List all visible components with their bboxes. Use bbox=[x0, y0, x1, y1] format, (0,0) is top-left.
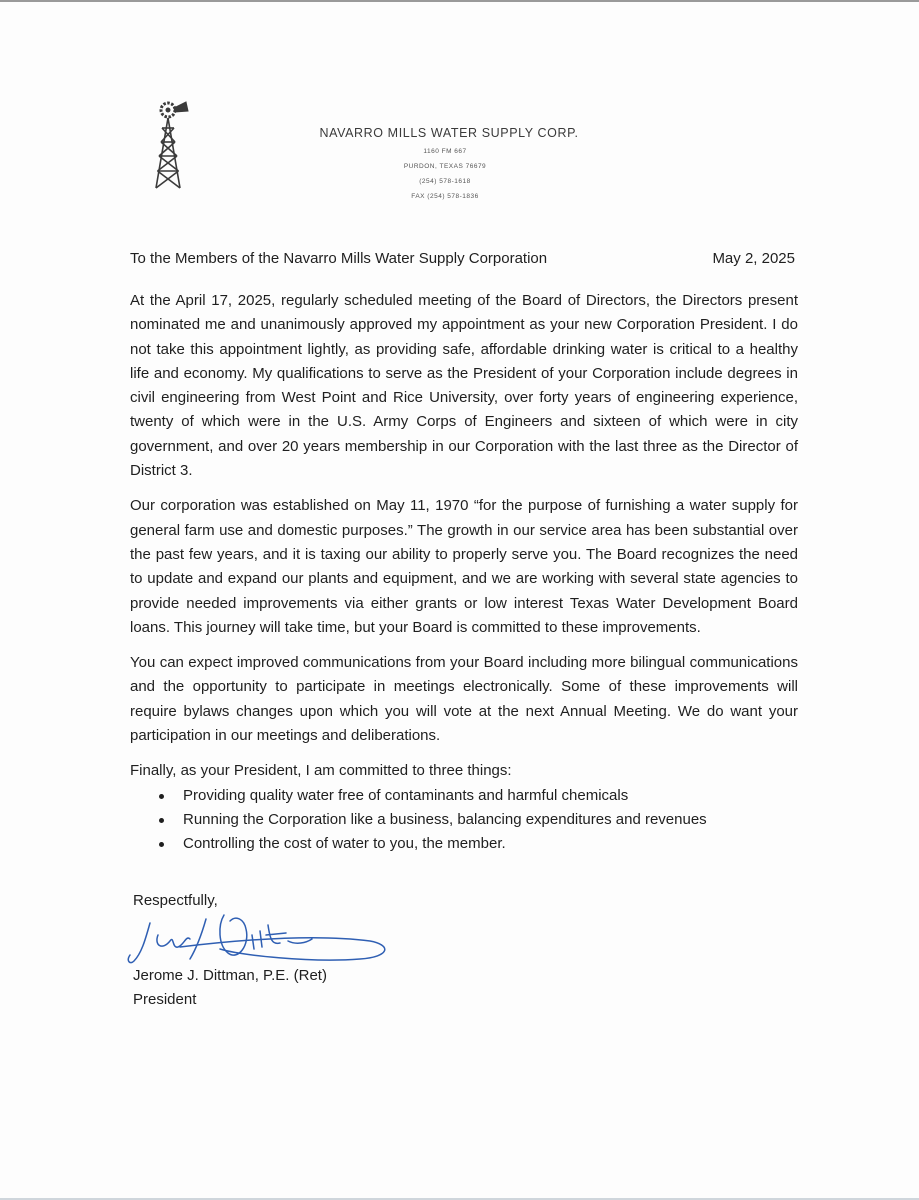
closing: Respectfully, bbox=[133, 892, 218, 909]
list-item bbox=[130, 808, 798, 832]
signer-title: President bbox=[133, 991, 197, 1008]
commitments-list bbox=[130, 784, 798, 857]
list-item bbox=[130, 784, 798, 808]
paragraph-appointment: At the April 17, 2025, regularly scheduled meeting of the Board of Directors, the Directors present nominated me and unanimously approved my appointment as your new Corporation President. I do not take this appointment lightly, as providing safe, affordable drinking water is critical to a healthy life and economy. My qualifications to serve as the President of your Corporation include degrees in civil engineering from West Point and Rice University, over forty years of engineering experience, twenty of which were in the U.S. Army Corps of Engineers and sixteen of which were in city government, and over 20 years membership in our Corporation with the last three as the Director of District 3. bbox=[130, 292, 798, 480]
commitments-intro: Finally, as your President, I am committed to three things: bbox=[130, 762, 512, 780]
commitment-text: Running the Corporation like a business, balancing expenditures and revenues bbox=[183, 810, 707, 828]
phone-number: (254) 578-1618 bbox=[419, 178, 471, 185]
letterhead bbox=[300, 126, 590, 208]
windmill-icon bbox=[150, 98, 190, 190]
signature-icon bbox=[120, 905, 395, 975]
bullet-icon bbox=[159, 818, 164, 823]
commitment-text: Controlling the cost of water to you, the member. bbox=[183, 835, 506, 853]
paragraph-communications: You can expect improved communications from your Board including more bilingual communications and the opportunity to participate in meetings electronically. Some of these improvements will require bylaws changes upon which you will vote at the next Annual Meeting. We do want your participation in our meetings and deliberations. bbox=[130, 654, 798, 745]
organization-name: NAVARRO MILLS WATER SUPPLY CORP. bbox=[319, 126, 579, 140]
salutation-row bbox=[130, 250, 795, 272]
commitment-text: Providing quality water free of contaminants and harmful chemicals bbox=[183, 786, 629, 804]
address-line-1: 1160 FM 667 bbox=[423, 148, 467, 155]
paragraph-history: Our corporation was established on May 11, 1970 “for the purpose of furnishing a water supply for general farm use and domestic purposes.” The growth in our service area has been substantial over the past few years, and it is taxing our ability to properly serve you. The Board recognizes the need to update and expand our plants and equipment, and we are working with several state agencies to provide needed improvements via either grants or low interest Texas Water Development Board loans. This journey will take time, but your Board is committed to these improvements. bbox=[130, 497, 798, 636]
address-line-2: PURDON, TEXAS 76679 bbox=[403, 163, 487, 170]
bullet-icon bbox=[159, 794, 164, 799]
signer-name: Jerome J. Dittman, P.E. (Ret) bbox=[133, 967, 327, 984]
letter-body bbox=[130, 289, 798, 857]
salutation: To the Members of the Navarro Mills Water Supply Corporation bbox=[130, 250, 548, 267]
scan-edge-top bbox=[0, 0, 919, 2]
bullet-icon bbox=[159, 842, 164, 847]
list-item bbox=[130, 832, 798, 856]
letter-date: May 2, 2025 bbox=[712, 250, 795, 267]
fax-number: FAX (254) 578-1836 bbox=[411, 193, 479, 200]
